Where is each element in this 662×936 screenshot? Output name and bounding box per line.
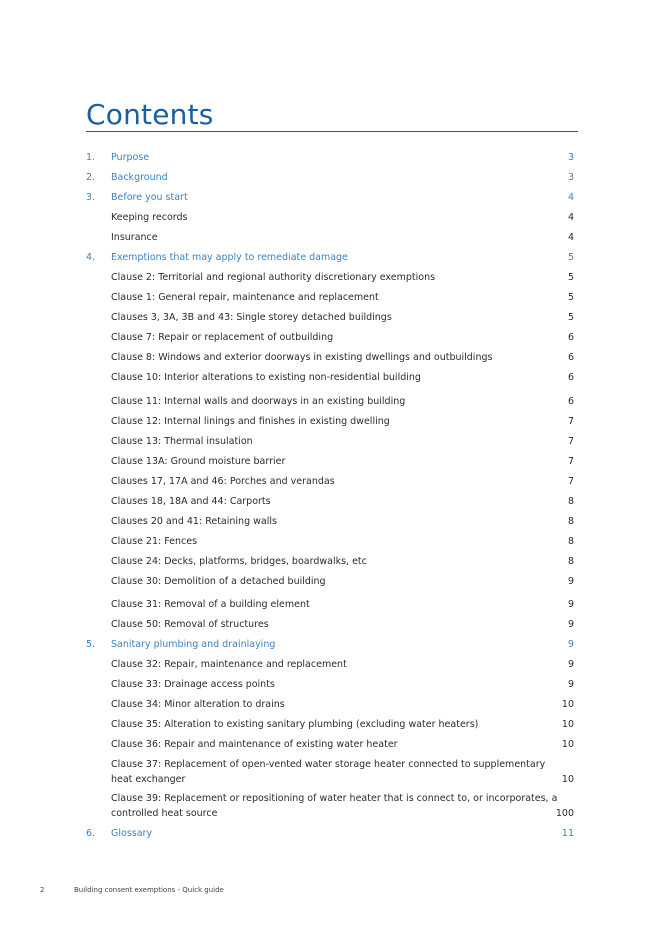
toc-title: Clause 50: Removal of structures [111,619,269,630]
toc-page-number: 3 [567,172,574,183]
toc-number: 1. [86,152,96,163]
toc-title: Clause 12: Internal linings and finishes in existing dwelling [111,416,390,427]
toc-page-number: 5 [567,312,574,323]
toc-page-number: 7 [567,476,574,487]
toc-page-number: 3 [567,152,574,163]
toc-title: Clauses 3, 3A, 3B and 43: Single storey detached buildings [111,312,392,323]
toc-title: Clause 30: Demolition of a detached building [111,576,326,587]
toc-title: Clause 33: Drainage access points [111,679,275,690]
toc-title: Clauses 18, 18A and 44: Carports [111,496,271,507]
toc-number: 3. [86,192,96,203]
toc-page-number: 100 [555,808,574,819]
toc-page-number: 6 [567,332,574,343]
toc-title: Background [111,172,168,183]
toc-title: Clause 2: Territorial and regional authority discretionary exemptions [111,272,436,283]
toc-page-number: 7 [567,456,574,467]
toc-title: Clauses 20 and 41: Retaining walls [111,516,277,527]
page-title: Contents [86,98,214,131]
toc-number: 4. [86,252,96,263]
toc-page-number: 8 [567,516,574,527]
title-divider [86,131,578,132]
document-title: Building consent exemptions - Quick guide [74,886,224,894]
toc-title: Clause 11: Internal walls and doorways in an existing building [111,396,406,407]
toc-page-number: 10 [561,739,574,750]
toc-title: Clause 32: Repair, maintenance and replacement [111,659,347,670]
toc-page-number: 10 [561,719,574,730]
toc-page-number: 4 [567,232,574,243]
toc-title: Clause 31: Removal of a building element [111,599,310,610]
toc-page-number: 9 [567,659,574,670]
toc-title: Sanitary plumbing and drainlaying [111,639,276,650]
toc-title: Clause 36: Repair and maintenance of existing water heater [111,739,398,750]
toc-number: 5. [86,639,96,650]
toc-page-number: 6 [567,372,574,383]
toc-title: Exemptions that may apply to remediate damage [111,252,348,263]
toc-page-number: 9 [567,639,574,650]
toc-title: Clause 21: Fences [111,536,198,547]
toc-page-number: 4 [567,212,574,223]
toc-page-number: 10 [561,699,574,710]
toc-page-number: 6 [567,396,574,407]
toc-number: 6. [86,828,96,839]
toc-page-number: 11 [561,828,574,839]
toc-title: Clause 24: Decks, platforms, bridges, boardwalks, etc [111,556,367,567]
toc-title: Glossary [111,828,153,839]
toc-title: Clause 37: Replacement of open-vented water storage heater connected to supplementary heat exchanger [111,759,546,785]
toc-page-number: 9 [567,679,574,690]
toc-page-number: 6 [567,352,574,363]
toc-title: Clause 39: Replacement or repositioning of water heater that is connect to, or incorporates, a controlled heat source [111,793,558,819]
toc-page-number: 9 [567,619,574,630]
toc-page-number: 9 [567,599,574,610]
toc-page-number: 10 [561,774,574,785]
toc-title: Clause 8: Windows and exterior doorways in existing dwellings and outbuildings [111,352,493,363]
toc-title: Clause 13A: Ground moisture barrier [111,456,286,467]
toc-title: Clauses 17, 17A and 46: Porches and verandas [111,476,335,487]
toc-title: Clause 13: Thermal insulation [111,436,253,447]
toc-page-number: 9 [567,576,574,587]
toc-title: Clause 7: Repair or replacement of outbuilding [111,332,334,343]
toc-page-number: 5 [567,292,574,303]
toc-title: Clause 35: Alteration to existing sanitary plumbing (excluding water heaters) [111,719,479,730]
toc-page-number: 8 [567,536,574,547]
toc-page-number: 4 [567,192,574,203]
toc-page-number: 5 [567,272,574,283]
toc-number: 2. [86,172,96,183]
toc-title: Insurance [111,232,158,243]
toc-title: Purpose [111,152,150,163]
toc-page-number: 8 [567,496,574,507]
toc-title: Keeping records [111,212,188,223]
toc-title: Before you start [111,192,188,203]
toc-page-number: 8 [567,556,574,567]
toc-page-number: 5 [567,252,574,263]
toc-title: Clause 34: Minor alteration to drains [111,699,285,710]
toc-title: Clause 1: General repair, maintenance and replacement [111,292,379,303]
toc-title: Clause 10: Interior alterations to existing non-residential building [111,372,421,383]
toc-page-number: 7 [567,416,574,427]
toc-page-number: 7 [567,436,574,447]
page-number: 2 [40,886,45,894]
